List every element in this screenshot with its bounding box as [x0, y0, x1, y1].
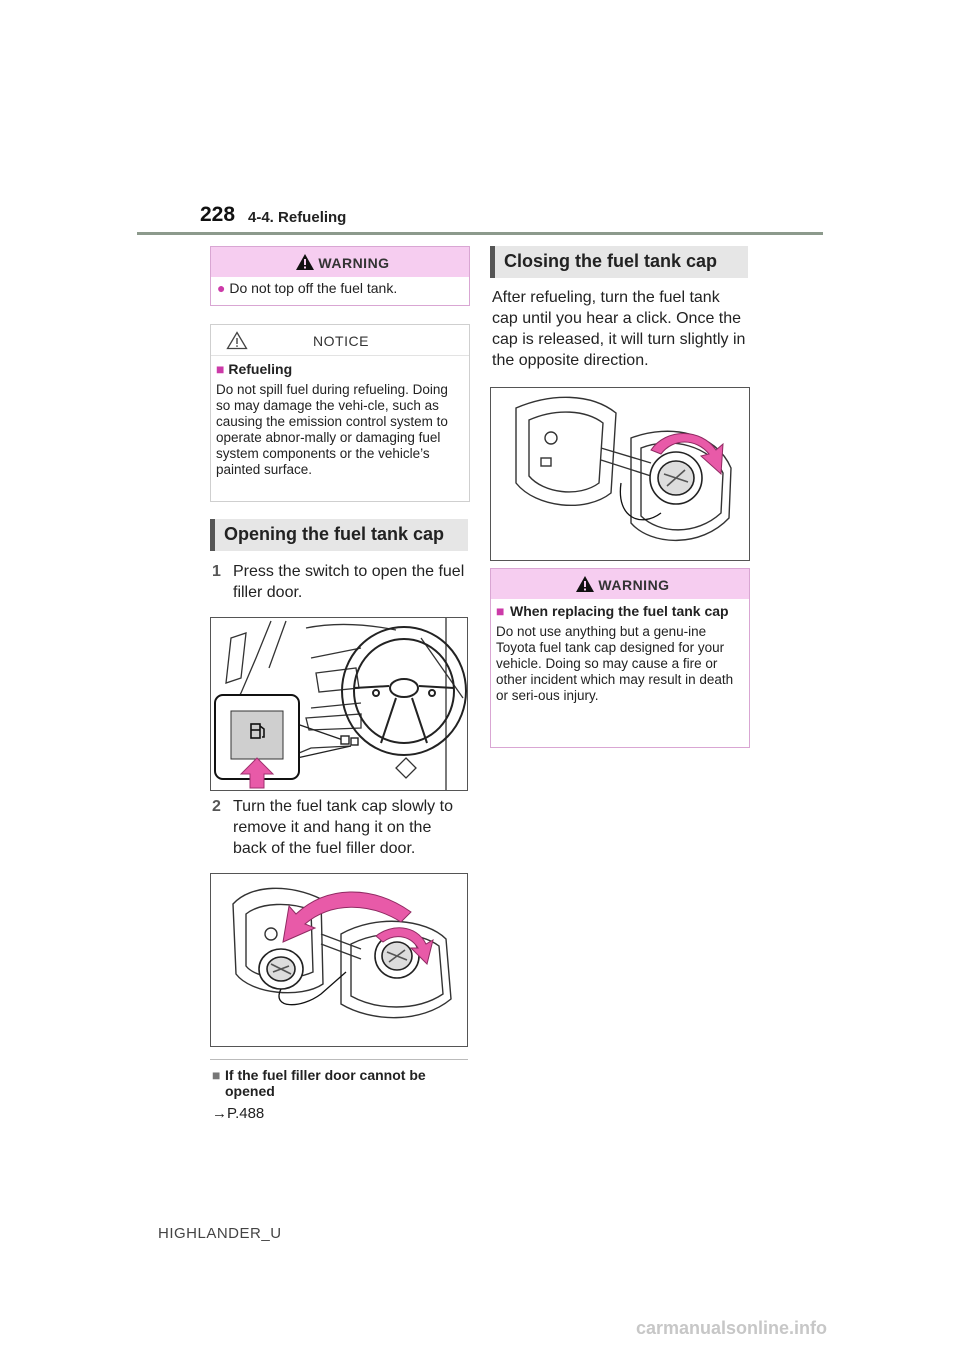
step-1-number: 1: [212, 563, 221, 580]
step-1-text: Press the switch to open the fuel filler door.: [233, 563, 465, 601]
warning-box-top: [210, 246, 470, 306]
opening-heading-text: Opening the fuel tank cap: [224, 524, 445, 544]
warning-header: [491, 569, 749, 599]
watermark: carmanualsonline.info: [636, 1318, 828, 1338]
bullet-icon: ●: [217, 280, 226, 296]
figure-remove-cap: [210, 873, 468, 1047]
notice-text: Do not spill fuel during refueling. Doing so may damage the vehi-cle, such as causing the emission control system to operate abnor-mally or damaging fuel system components or the vehicle’s painted surface.: [216, 382, 448, 477]
warning-header: [211, 247, 469, 277]
steering-wheel: [342, 627, 466, 755]
step-2: [212, 796, 468, 859]
closing-text: After refueling, turn the fuel tank cap until you hear a click. Once the cap is released, it will turn slightly in the opposite direction.: [492, 289, 746, 369]
close-cap-illustration: [491, 388, 749, 560]
section-title: 4-4. Refueling: [248, 209, 347, 226]
remove-cap-illustration: [211, 874, 467, 1046]
switch-callout: [215, 695, 299, 788]
step-2-number: 2: [212, 798, 221, 815]
dashboard-illustration: [211, 618, 467, 790]
warning-subheading: When replacing the fuel tank cap: [510, 603, 729, 619]
warning-body: [496, 603, 744, 704]
step-2-text: Turn the fuel tank cap slowly to remove it and hang it on the back of the fuel filler door.: [233, 798, 453, 857]
figure-close-cap: [490, 387, 750, 561]
divider: [210, 1059, 468, 1060]
opening-heading: [210, 519, 468, 551]
warning-box-bottom: [490, 568, 750, 748]
fuel-cap-left: [259, 949, 303, 989]
square-bullet-icon: ■: [496, 603, 505, 619]
closing-heading: [490, 246, 748, 278]
footer-model: HIGHLANDER_U: [158, 1225, 282, 1242]
fuel-cap-closed: [650, 452, 702, 504]
notice-label: NOTICE: [313, 333, 369, 349]
header-rule: [137, 232, 823, 235]
page-reference-link[interactable]: →P.488: [212, 1105, 265, 1122]
notice-header: [211, 325, 469, 356]
square-bullet-icon: ■: [212, 1067, 221, 1083]
warning-text: Do not use anything but a genu-ine Toyota fuel tank cap designed for your vehicle. Doing so may cause a fire or other incident which may result in death or seri-ous injury.: [496, 624, 734, 703]
step-1: [212, 561, 468, 603]
closing-heading-text: Closing the fuel tank cap: [504, 251, 718, 271]
cannot-open-heading-row: [212, 1067, 468, 1099]
page-number: 228: [200, 203, 236, 226]
notice-body: [216, 361, 464, 478]
warning-subheading-row: [496, 603, 744, 619]
warning-label: WARNING: [318, 255, 390, 271]
warning-bullet-text: Do not top off the fuel tank.: [229, 280, 398, 296]
square-bullet-icon: ■: [216, 361, 225, 377]
cannot-open-heading: If the fuel filler door cannot be opened: [225, 1067, 426, 1099]
notice-box: [210, 324, 470, 502]
figure-dashboard-switch: [210, 617, 468, 791]
warning-label: WARNING: [598, 577, 670, 593]
warning-bullet-row: [217, 280, 397, 296]
notice-subheading-row: [216, 361, 464, 377]
notice-subheading: Refueling: [228, 361, 293, 377]
